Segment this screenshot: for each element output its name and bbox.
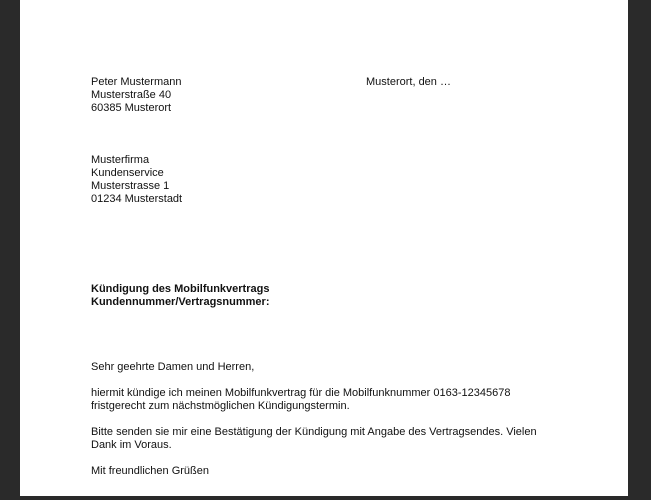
salutation-text: Sehr geehrte Damen und Herren, [91, 361, 255, 373]
sender-city: 60385 Musterort [91, 102, 172, 114]
closing-text: Mit freundlichen Grüßen [91, 465, 209, 477]
salutation [91, 361, 254, 374]
place-date-text: Musterort, den … [366, 76, 451, 88]
paragraph-1-line-1: hiermit kündige ich meinen Mobilfunkvertrag für die Mobilfunknummer 0163-12345678 [91, 387, 511, 399]
recipient-city: 01234 Musterstadt [91, 193, 183, 205]
letter-subject [91, 283, 269, 309]
body-paragraph-1 [91, 387, 510, 413]
subject-line-2: Kundennummer/Vertragsnummer: [91, 296, 270, 308]
subject-line-1: Kündigung des Mobilfunkvertrags [91, 283, 270, 295]
recipient-department: Kundenservice [91, 167, 164, 179]
paragraph-2-line-2: Dank im Voraus. [91, 439, 172, 451]
body-paragraph-2 [91, 426, 537, 452]
sender-name: Peter Mustermann [91, 76, 182, 88]
recipient-company: Musterfirma [91, 154, 150, 166]
sender-street: Musterstraße 40 [91, 89, 172, 101]
recipient-address [91, 154, 182, 206]
paragraph-2-line-1: Bitte senden sie mir eine Bestätigung der Kündigung mit Angabe des Vertragsendes. Vielen [91, 426, 537, 438]
sender-address [91, 76, 181, 115]
place-date [366, 76, 451, 89]
closing [91, 465, 209, 478]
recipient-street: Musterstrasse 1 [91, 180, 170, 192]
paragraph-1-line-2: fristgerecht zum nächstmöglichen Kündigungstermin. [91, 400, 350, 412]
letter-page [20, 0, 628, 496]
